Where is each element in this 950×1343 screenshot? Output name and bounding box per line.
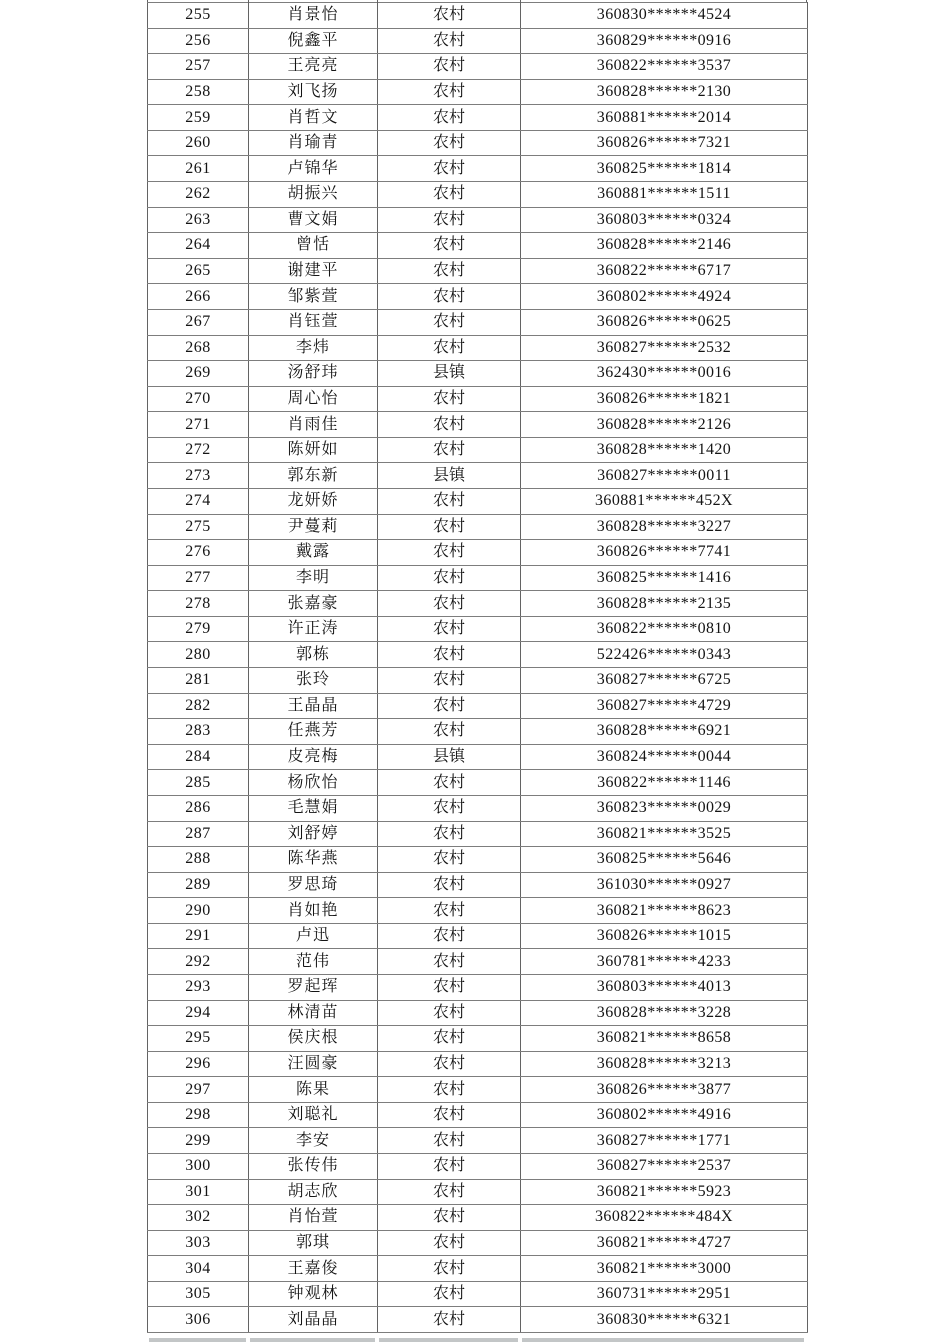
student-name-cell: 龙妍娇 bbox=[249, 488, 378, 514]
masked-id-cell: 360881******452X bbox=[521, 488, 808, 514]
table-row bbox=[148, 1179, 808, 1205]
masked-id-cell: 360821******5923 bbox=[521, 1179, 808, 1205]
student-name-cell: 邹紫萱 bbox=[249, 284, 378, 310]
serial-number-cell: 295 bbox=[148, 1026, 249, 1052]
masked-id-cell: 360822******1146 bbox=[521, 770, 808, 796]
table-row bbox=[148, 591, 808, 617]
student-name-cell: 卢迅 bbox=[249, 923, 378, 949]
student-name-cell: 陈妍如 bbox=[249, 437, 378, 463]
student-name-cell: 皮亮梅 bbox=[249, 744, 378, 770]
student-name-cell: 肖如艳 bbox=[249, 898, 378, 924]
serial-number-cell: 267 bbox=[148, 309, 249, 335]
student-name-cell: 肖钰萱 bbox=[249, 309, 378, 335]
residence-type-cell: 农村 bbox=[378, 898, 521, 924]
table-row bbox=[148, 1102, 808, 1128]
table-row bbox=[148, 1000, 808, 1026]
masked-id-cell: 360821******3000 bbox=[521, 1256, 808, 1282]
table-row bbox=[148, 79, 808, 105]
masked-id-cell: 360881******2014 bbox=[521, 105, 808, 131]
student-name-cell: 刘舒婷 bbox=[249, 821, 378, 847]
student-name-cell: 毛慧娟 bbox=[249, 795, 378, 821]
serial-number-cell: 273 bbox=[148, 463, 249, 489]
serial-number-cell: 290 bbox=[148, 898, 249, 924]
serial-number-cell: 275 bbox=[148, 514, 249, 540]
residence-type-cell: 农村 bbox=[378, 335, 521, 361]
table-row bbox=[148, 233, 808, 259]
table-row bbox=[148, 258, 808, 284]
table-row bbox=[148, 1026, 808, 1052]
student-name-cell: 刘飞扬 bbox=[249, 79, 378, 105]
masked-id-cell: 360881******1511 bbox=[521, 182, 808, 208]
masked-id-cell: 360827******6725 bbox=[521, 668, 808, 694]
residence-type-cell: 农村 bbox=[378, 1102, 521, 1128]
table-row bbox=[148, 1051, 808, 1077]
serial-number-cell: 293 bbox=[148, 974, 249, 1000]
table-row bbox=[148, 463, 808, 489]
serial-number-cell: 258 bbox=[148, 79, 249, 105]
table-row bbox=[148, 719, 808, 745]
serial-number-cell: 278 bbox=[148, 591, 249, 617]
table-row bbox=[148, 872, 808, 898]
masked-id-cell: 360802******4916 bbox=[521, 1102, 808, 1128]
table-row bbox=[148, 795, 808, 821]
masked-id-cell: 361030******0927 bbox=[521, 872, 808, 898]
residence-type-cell: 县镇 bbox=[378, 744, 521, 770]
student-name-cell: 肖瑜青 bbox=[249, 130, 378, 156]
serial-number-cell: 268 bbox=[148, 335, 249, 361]
student-name-cell: 郭琪 bbox=[249, 1230, 378, 1256]
table-row bbox=[148, 207, 808, 233]
masked-id-cell: 360828******6921 bbox=[521, 719, 808, 745]
student-name-cell: 郭栋 bbox=[249, 642, 378, 668]
masked-id-cell: 360828******3213 bbox=[521, 1051, 808, 1077]
serial-number-cell: 271 bbox=[148, 412, 249, 438]
table-row bbox=[148, 565, 808, 591]
table-row bbox=[148, 1307, 808, 1333]
masked-id-cell: 360827******2532 bbox=[521, 335, 808, 361]
residence-type-cell: 农村 bbox=[378, 130, 521, 156]
serial-number-cell: 298 bbox=[148, 1102, 249, 1128]
roster-table bbox=[147, 2, 808, 1333]
table-row bbox=[148, 540, 808, 566]
masked-id-cell: 360828******2146 bbox=[521, 233, 808, 259]
table-row bbox=[148, 616, 808, 642]
serial-number-cell: 279 bbox=[148, 616, 249, 642]
table-row bbox=[148, 54, 808, 80]
residence-type-cell: 农村 bbox=[378, 770, 521, 796]
residence-type-cell: 农村 bbox=[378, 1281, 521, 1307]
serial-number-cell: 303 bbox=[148, 1230, 249, 1256]
residence-type-cell: 农村 bbox=[378, 412, 521, 438]
residence-type-cell: 农村 bbox=[378, 233, 521, 259]
table-row bbox=[148, 514, 808, 540]
residence-type-cell: 农村 bbox=[378, 642, 521, 668]
residence-type-cell: 农村 bbox=[378, 1179, 521, 1205]
masked-id-cell: 360826******0625 bbox=[521, 309, 808, 335]
masked-id-cell: 360827******1771 bbox=[521, 1128, 808, 1154]
residence-type-cell: 农村 bbox=[378, 488, 521, 514]
serial-number-cell: 269 bbox=[148, 361, 249, 387]
table-row bbox=[148, 821, 808, 847]
serial-number-cell: 282 bbox=[148, 693, 249, 719]
table-row bbox=[148, 770, 808, 796]
masked-id-cell: 360823******0029 bbox=[521, 795, 808, 821]
serial-number-cell: 299 bbox=[148, 1128, 249, 1154]
residence-type-cell: 农村 bbox=[378, 1307, 521, 1333]
residence-type-cell: 农村 bbox=[378, 565, 521, 591]
serial-number-cell: 280 bbox=[148, 642, 249, 668]
table-row bbox=[148, 923, 808, 949]
table-row bbox=[148, 335, 808, 361]
student-name-cell: 王晶晶 bbox=[249, 693, 378, 719]
serial-number-cell: 260 bbox=[148, 130, 249, 156]
student-name-cell: 张玲 bbox=[249, 668, 378, 694]
residence-type-cell: 农村 bbox=[378, 1051, 521, 1077]
table-row bbox=[148, 693, 808, 719]
residence-type-cell: 农村 bbox=[378, 616, 521, 642]
table-row bbox=[148, 847, 808, 873]
serial-number-cell: 305 bbox=[148, 1281, 249, 1307]
serial-number-cell: 288 bbox=[148, 847, 249, 873]
student-name-cell: 李明 bbox=[249, 565, 378, 591]
residence-type-cell: 农村 bbox=[378, 719, 521, 745]
student-name-cell: 陈华燕 bbox=[249, 847, 378, 873]
residence-type-cell: 农村 bbox=[378, 437, 521, 463]
masked-id-cell: 522426******0343 bbox=[521, 642, 808, 668]
residence-type-cell: 农村 bbox=[378, 28, 521, 54]
residence-type-cell: 农村 bbox=[378, 309, 521, 335]
student-name-cell: 卢锦华 bbox=[249, 156, 378, 182]
residence-type-cell: 农村 bbox=[378, 693, 521, 719]
serial-number-cell: 286 bbox=[148, 795, 249, 821]
residence-type-cell: 农村 bbox=[378, 258, 521, 284]
serial-number-cell: 302 bbox=[148, 1205, 249, 1231]
student-name-cell: 侯庆根 bbox=[249, 1026, 378, 1052]
masked-id-cell: 360830******6321 bbox=[521, 1307, 808, 1333]
table-row bbox=[148, 1154, 808, 1180]
serial-number-cell: 289 bbox=[148, 872, 249, 898]
student-name-cell: 王嘉俊 bbox=[249, 1256, 378, 1282]
residence-type-cell: 农村 bbox=[378, 923, 521, 949]
serial-number-cell: 259 bbox=[148, 105, 249, 131]
residence-type-cell: 农村 bbox=[378, 207, 521, 233]
serial-number-cell: 272 bbox=[148, 437, 249, 463]
serial-number-cell: 274 bbox=[148, 488, 249, 514]
serial-number-cell: 283 bbox=[148, 719, 249, 745]
student-name-cell: 王亮亮 bbox=[249, 54, 378, 80]
masked-id-cell: 360822******3537 bbox=[521, 54, 808, 80]
masked-id-cell: 360829******0916 bbox=[521, 28, 808, 54]
serial-number-cell: 285 bbox=[148, 770, 249, 796]
serial-number-cell: 301 bbox=[148, 1179, 249, 1205]
table-row bbox=[148, 28, 808, 54]
masked-id-cell: 360830******4524 bbox=[521, 3, 808, 29]
masked-id-cell: 360828******3227 bbox=[521, 514, 808, 540]
student-name-cell: 倪鑫平 bbox=[249, 28, 378, 54]
masked-id-cell: 360822******6717 bbox=[521, 258, 808, 284]
masked-id-cell: 360828******2135 bbox=[521, 591, 808, 617]
serial-number-cell: 257 bbox=[148, 54, 249, 80]
student-name-cell: 胡志欣 bbox=[249, 1179, 378, 1205]
residence-type-cell: 农村 bbox=[378, 54, 521, 80]
residence-type-cell: 农村 bbox=[378, 821, 521, 847]
masked-id-cell: 360828******2126 bbox=[521, 412, 808, 438]
student-name-cell: 李炜 bbox=[249, 335, 378, 361]
table-row bbox=[148, 1077, 808, 1103]
residence-type-cell: 农村 bbox=[378, 847, 521, 873]
serial-number-cell: 276 bbox=[148, 540, 249, 566]
masked-id-cell: 360828******2130 bbox=[521, 79, 808, 105]
student-name-cell: 罗起珲 bbox=[249, 974, 378, 1000]
table-row bbox=[148, 744, 808, 770]
masked-id-cell: 360826******7321 bbox=[521, 130, 808, 156]
student-name-cell: 周心怡 bbox=[249, 386, 378, 412]
masked-id-cell: 360825******1814 bbox=[521, 156, 808, 182]
masked-id-cell: 360827******4729 bbox=[521, 693, 808, 719]
table-row bbox=[148, 105, 808, 131]
table-row bbox=[148, 412, 808, 438]
serial-number-cell: 296 bbox=[148, 1051, 249, 1077]
table-row bbox=[148, 361, 808, 387]
masked-id-cell: 360824******0044 bbox=[521, 744, 808, 770]
residence-type-cell: 农村 bbox=[378, 156, 521, 182]
serial-number-cell: 294 bbox=[148, 1000, 249, 1026]
residence-type-cell: 农村 bbox=[378, 1077, 521, 1103]
table-row bbox=[148, 488, 808, 514]
masked-id-cell: 360822******484X bbox=[521, 1205, 808, 1231]
serial-number-cell: 284 bbox=[148, 744, 249, 770]
student-name-cell: 肖雨佳 bbox=[249, 412, 378, 438]
table-row bbox=[148, 284, 808, 310]
student-name-cell: 尹蔓莉 bbox=[249, 514, 378, 540]
residence-type-cell: 农村 bbox=[378, 105, 521, 131]
serial-number-cell: 300 bbox=[148, 1154, 249, 1180]
serial-number-cell: 270 bbox=[148, 386, 249, 412]
residence-type-cell: 农村 bbox=[378, 284, 521, 310]
student-name-cell: 范伟 bbox=[249, 949, 378, 975]
masked-id-cell: 360821******3525 bbox=[521, 821, 808, 847]
student-name-cell: 胡振兴 bbox=[249, 182, 378, 208]
masked-id-cell: 360826******7741 bbox=[521, 540, 808, 566]
cropped-next-row-fragment bbox=[379, 1338, 518, 1342]
table-row bbox=[148, 974, 808, 1000]
table-row bbox=[148, 1205, 808, 1231]
serial-number-cell: 304 bbox=[148, 1256, 249, 1282]
masked-id-cell: 360826******3877 bbox=[521, 1077, 808, 1103]
cropped-next-row-fragment bbox=[250, 1338, 375, 1342]
masked-id-cell: 360802******4924 bbox=[521, 284, 808, 310]
residence-type-cell: 农村 bbox=[378, 974, 521, 1000]
serial-number-cell: 292 bbox=[148, 949, 249, 975]
residence-type-cell: 农村 bbox=[378, 668, 521, 694]
masked-id-cell: 360826******1821 bbox=[521, 386, 808, 412]
residence-type-cell: 农村 bbox=[378, 949, 521, 975]
student-name-cell: 谢建平 bbox=[249, 258, 378, 284]
table-row bbox=[148, 156, 808, 182]
residence-type-cell: 县镇 bbox=[378, 463, 521, 489]
student-name-cell: 肖景怡 bbox=[249, 3, 378, 29]
cropped-next-row-fragment bbox=[522, 1338, 804, 1342]
masked-id-cell: 360825******1416 bbox=[521, 565, 808, 591]
student-name-cell: 李安 bbox=[249, 1128, 378, 1154]
residence-type-cell: 农村 bbox=[378, 1256, 521, 1282]
masked-id-cell: 360821******8623 bbox=[521, 898, 808, 924]
student-name-cell: 汪圆豪 bbox=[249, 1051, 378, 1077]
student-name-cell: 陈果 bbox=[249, 1077, 378, 1103]
residence-type-cell: 农村 bbox=[378, 795, 521, 821]
residence-type-cell: 农村 bbox=[378, 1205, 521, 1231]
student-name-cell: 肖怡萱 bbox=[249, 1205, 378, 1231]
residence-type-cell: 农村 bbox=[378, 386, 521, 412]
student-name-cell: 罗思琦 bbox=[249, 872, 378, 898]
masked-id-cell: 360821******8658 bbox=[521, 1026, 808, 1052]
student-name-cell: 曾恬 bbox=[249, 233, 378, 259]
serial-number-cell: 264 bbox=[148, 233, 249, 259]
student-name-cell: 钟观林 bbox=[249, 1281, 378, 1307]
table-row bbox=[148, 309, 808, 335]
masked-id-cell: 360828******3228 bbox=[521, 1000, 808, 1026]
serial-number-cell: 261 bbox=[148, 156, 249, 182]
residence-type-cell: 农村 bbox=[378, 1230, 521, 1256]
residence-type-cell: 农村 bbox=[378, 1026, 521, 1052]
residence-type-cell: 农村 bbox=[378, 591, 521, 617]
serial-number-cell: 263 bbox=[148, 207, 249, 233]
masked-id-cell: 360825******5646 bbox=[521, 847, 808, 873]
table-row bbox=[148, 898, 808, 924]
masked-id-cell: 360821******4727 bbox=[521, 1230, 808, 1256]
table-row bbox=[148, 182, 808, 208]
serial-number-cell: 255 bbox=[148, 3, 249, 29]
residence-type-cell: 农村 bbox=[378, 1154, 521, 1180]
residence-type-cell: 农村 bbox=[378, 1128, 521, 1154]
serial-number-cell: 266 bbox=[148, 284, 249, 310]
student-name-cell: 张传伟 bbox=[249, 1154, 378, 1180]
serial-number-cell: 306 bbox=[148, 1307, 249, 1333]
serial-number-cell: 277 bbox=[148, 565, 249, 591]
masked-id-cell: 360826******1015 bbox=[521, 923, 808, 949]
table-row bbox=[148, 668, 808, 694]
serial-number-cell: 291 bbox=[148, 923, 249, 949]
student-name-cell: 戴露 bbox=[249, 540, 378, 566]
student-name-cell: 刘晶晶 bbox=[249, 1307, 378, 1333]
serial-number-cell: 262 bbox=[148, 182, 249, 208]
table-row bbox=[148, 1230, 808, 1256]
residence-type-cell: 农村 bbox=[378, 514, 521, 540]
masked-id-cell: 362430******0016 bbox=[521, 361, 808, 387]
residence-type-cell: 农村 bbox=[378, 182, 521, 208]
table-row bbox=[148, 1281, 808, 1307]
masked-id-cell: 360781******4233 bbox=[521, 949, 808, 975]
residence-type-cell: 县镇 bbox=[378, 361, 521, 387]
serial-number-cell: 265 bbox=[148, 258, 249, 284]
masked-id-cell: 360731******2951 bbox=[521, 1281, 808, 1307]
student-name-cell: 任燕芳 bbox=[249, 719, 378, 745]
residence-type-cell: 农村 bbox=[378, 872, 521, 898]
student-name-cell: 曹文娟 bbox=[249, 207, 378, 233]
table-row bbox=[148, 949, 808, 975]
table-row bbox=[148, 437, 808, 463]
residence-type-cell: 农村 bbox=[378, 79, 521, 105]
serial-number-cell: 256 bbox=[148, 28, 249, 54]
masked-id-cell: 360828******1420 bbox=[521, 437, 808, 463]
residence-type-cell: 农村 bbox=[378, 540, 521, 566]
cropped-next-row-fragment bbox=[149, 1338, 246, 1342]
residence-type-cell: 农村 bbox=[378, 3, 521, 29]
table-row bbox=[148, 3, 808, 29]
student-name-cell: 许正涛 bbox=[249, 616, 378, 642]
student-name-cell: 汤舒玮 bbox=[249, 361, 378, 387]
masked-id-cell: 360803******4013 bbox=[521, 974, 808, 1000]
roster-table-body bbox=[148, 3, 808, 1333]
student-name-cell: 张嘉豪 bbox=[249, 591, 378, 617]
masked-id-cell: 360822******0810 bbox=[521, 616, 808, 642]
masked-id-cell: 360827******2537 bbox=[521, 1154, 808, 1180]
table-row bbox=[148, 642, 808, 668]
table-row bbox=[148, 1256, 808, 1282]
masked-id-cell: 360827******0011 bbox=[521, 463, 808, 489]
serial-number-cell: 297 bbox=[148, 1077, 249, 1103]
student-name-cell: 刘聪礼 bbox=[249, 1102, 378, 1128]
serial-number-cell: 281 bbox=[148, 668, 249, 694]
student-name-cell: 肖哲文 bbox=[249, 105, 378, 131]
residence-type-cell: 农村 bbox=[378, 1000, 521, 1026]
student-name-cell: 杨欣怡 bbox=[249, 770, 378, 796]
table-row bbox=[148, 1128, 808, 1154]
table-row bbox=[148, 130, 808, 156]
table-row bbox=[148, 386, 808, 412]
serial-number-cell: 287 bbox=[148, 821, 249, 847]
student-name-cell: 林清苗 bbox=[249, 1000, 378, 1026]
student-name-cell: 郭东新 bbox=[249, 463, 378, 489]
masked-id-cell: 360803******0324 bbox=[521, 207, 808, 233]
